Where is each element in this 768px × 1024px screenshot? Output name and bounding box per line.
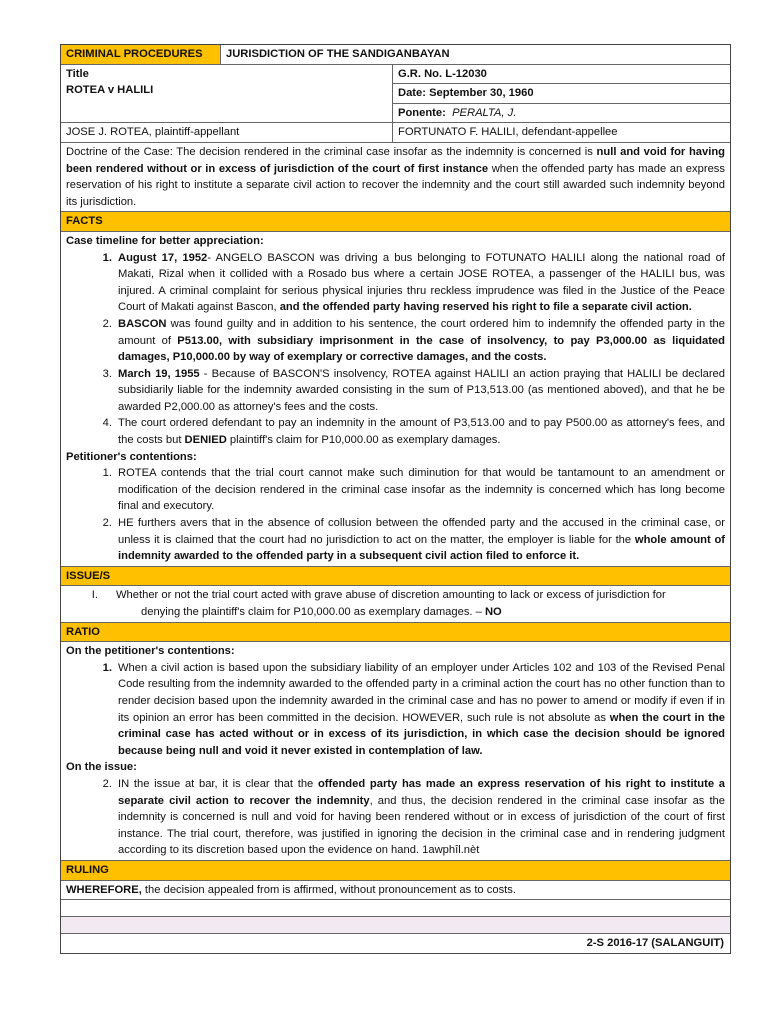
list-item: I. Whether or not the trial court acted with grave abuse of discretion amounting to lack or excess of jurisdiction for [91,589,666,602]
ruling-heading: RULING [61,861,730,881]
ratio-heading: RATIO [61,623,730,643]
list-item: 3. March 19, 1955 - Because of BASCON'S insolvency, ROTEA against HALILI an action praying that HALILI be declared subsidiarily liable for the indemnity awarded consisting in the sum of P13,513.00 (as mentioned aboved), and that he be awarded P2,000.00 as attorney's fees and the costs. [102,367,725,413]
plaintiff: JOSE J. ROTEA, plaintiff-appellant [61,123,393,142]
petitioner-heading: Petitioner's contentions: [66,450,197,463]
list-item: 2. IN the issue at bar, it is clear that the offended party has made an express reservation of his right to institute a separate civil action to recover the indemnity, and thus, the decision rendered in the criminal case insofar as the indemnity is concerned is null and void for having been rendered without or in excess of jurisdiction of the court of first instance. The trial court, therefore, was justified in ignoring the decision in the criminal case and in rendering judgment according to its discretion based upon the evidence on hand. 1awphîl.nèt [102,777,725,857]
list-item: 2. BASCON was found guilty and in addition to his sentence, the court ordered him to indemnify the offended party in the amount of P513.00, with subsidiary imprisonment in the case of insolvency, to pay P3,000.00 as liquidated damages, P10,000.00 by way of exemplary or corrective damages, and the costs. [102,317,725,364]
defendant: FORTUNATO F. HALILI, defendant-appellee [398,126,618,139]
footer-label: 2-S 2016-17 (SALANGUIT) [586,937,724,950]
issues-heading: ISSUE/S [61,567,730,587]
blank-row [61,917,730,934]
case-digest-table [60,44,731,954]
blank-row [61,900,730,917]
title-cell [61,65,393,123]
parties-row [61,123,730,143]
title-row [61,65,730,124]
header-row [61,45,730,65]
list-item: 4. The court ordered defendant to pay an indemnity in the amount of P3,513.00 and to pay P500.00 as attorney's fees, and the costs but DENIED plaintiff's claim for P10,000.00 as exemplary damages. [102,417,725,447]
list-item: 1. When a civil action is based upon the subsidiary liability of an employer under Articles 102 and 103 of the Revised Penal Code resulting from the indemnity awarded to the offended party in a criminal action the court has no other function than to render decision based upon the indemnity awarded in the criminal case and has no power to amend or modify if even if in its opinion an error has been committed in the decision. HOWEVER, such rule is not absolute as when the court in the criminal case has acted without or in excess of its jurisdiction, in which case the decision should be ignored because being null and void it never existed in contemplation of law. [102,661,725,757]
ratio-section [61,642,730,861]
issues-section [61,586,730,622]
subject-cell: CRIMINAL PROCEDURES [61,45,221,64]
case-meta-cell [393,65,730,123]
ratio-issue-heading: On the issue: [66,761,137,774]
title-label: Title [66,67,89,80]
ponente: Ponente: PERALTA, J. [398,106,517,119]
timeline-heading: Case timeline for better appreciation: [66,234,264,247]
facts-heading: FACTS [61,212,730,232]
list-item: 1. August 17, 1952- ANGELO BASCON was driving a bus belonging to FOTUNATO HALILI along the national road of Makati, Rizal when it collided with a Rosado bus where a certain JOSE ROTEA, a passenger of the HALILI bus, was injured. A criminal complaint for serious physical injuries thru reckless imprudence was filed in the Justice of the Peace Court of Makati against Bascon, and the offended party having reserved his right to file a separate civil action. [102,251,726,314]
list-item: 2. HE furthers avers that in the absence of collusion between the offended party and the accused in the criminal case, or unless it is claimed that the court had no jurisdiction to act on the matter, the employer is liable for the whole amount of indemnity awarded to the offended party in a subsequent civil action filed to enforce it. [102,517,726,563]
gr-number: G.R. No. L-12030 [393,65,730,85]
ratio-petitioner-heading: On the petitioner's contentions: [66,645,235,658]
ruling-text: WHEREFORE, the decision appealed from is affirmed, without pronouncement as to costs. [61,881,730,901]
case-date: Date: September 30, 1960 [393,84,730,104]
facts-section [61,232,730,567]
case-title: ROTEA v HALILI [66,84,154,97]
doctrine: Doctrine of the Case: The decision rendered in the criminal case insofar as the indemnity is concerned is null and void for having been rendered without or in excess of jurisdiction of the court of first instance when the offended party has made an express reservation of his right to institute a separate civil action to recover the indemnity and the court still awarded such indemnity beyond its jurisdiction. [61,143,730,212]
list-item: 1. ROTEA contends that the trial court cannot make such diminution for that would be tantamount to an amendment or modification of the decision rendered in the criminal case insofar as the indemnity is concerned which has long become final and executory. [102,467,725,513]
issue-line-2: denying the plaintiff's claim for P10,000.00 as exemplary damages. – NO [141,606,502,618]
topic-cell: JURISDICTION OF THE SANDIGANBAYAN [226,48,450,60]
